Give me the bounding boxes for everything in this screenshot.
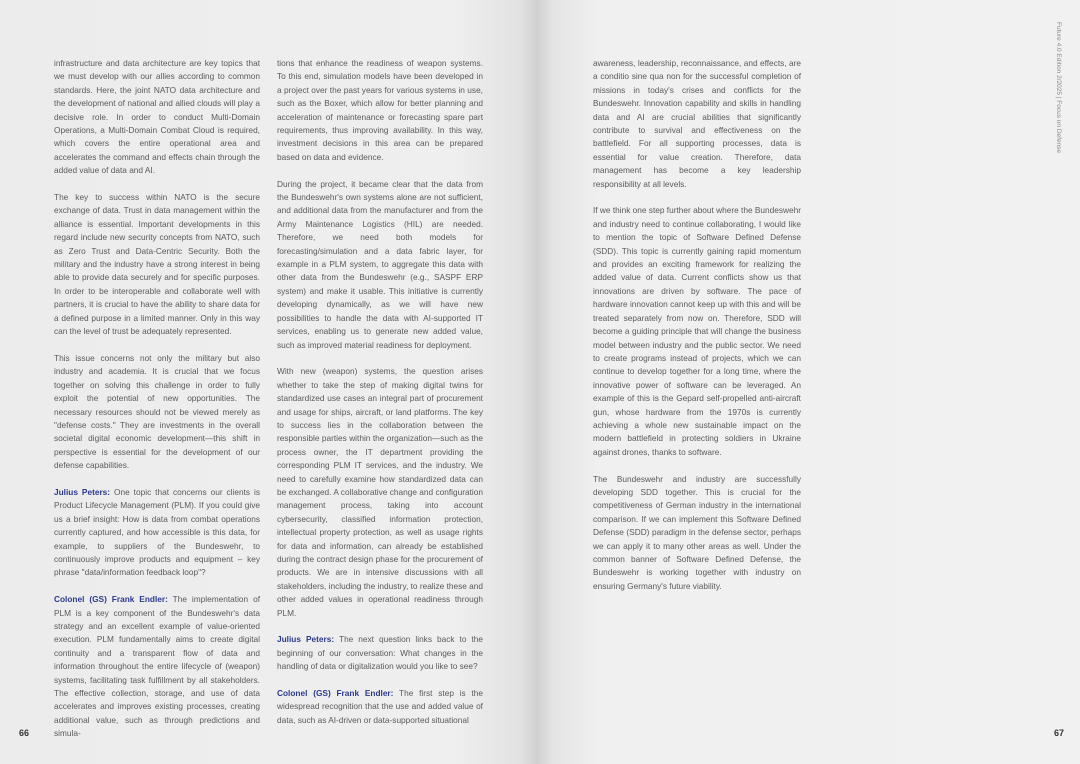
speaker-name: Julius Peters:	[277, 634, 335, 645]
paragraph-text: During the project, it became clear that the data from the Bundeswehr's own systems alone are not sufficient, and additional data from the manufacturer and from the Army Maintenance Logistics (HIL) are needed. Therefore, we need both models for forecasting/simulation and a data fabric layer, for example in a PLM system, to aggregate this data with other data from the Bundeswehr (e.g., SASPF ERP system) and make it usable. This initiative is currently developing dynamically, as we will have new possibilities to handle the data with AI-supported IT services, enabling us to generate new added value, such as improved material readiness for deployment.	[277, 178, 483, 350]
paragraph	[54, 57, 260, 178]
paragraph	[593, 204, 801, 459]
paragraph-text: The Bundeswehr and industry are successfully developing SDD together. This is crucial for the competitiveness of German industry in the international comparison. If we can implement this Software Defined Defense (SDD) paradigm in the defense sector, perhaps we can apply it to many other areas as well. Under the common banner of Software Defined Defense, the Bundeswehr is working together with industry on ensuring Germany's future viability.	[593, 473, 801, 591]
paragraph-text: If we think one step further about where the Bundeswehr and industry need to continue collaborating, I would like to mention the topic of Software Defined Defense (SDD). This topic is currently gaining rapid momentum and provides an exciting framework for realizing the added value of data. Current conflicts show us that innovations are driven by software. The pace of hardware innovation cannot keep up with this and will be treated separately from now on. Therefore, SDD will become a guiding principle that will change the business model between industry and the public sector. We need to create programs instead of projects, which we can continue to develop together for a long time, where the innovative power of software can be leveraged. An example of this is the Gepard self-propelled anti-aircraft gun, whose hardware from the 1970s is currently achieving a whole new sustainable impact on the modern battlefield in protecting soldiers in Ukraine against drones, thanks to software.	[593, 205, 802, 457]
left-page	[0, 0, 536, 764]
paragraph-text: The first step is the widespread recognition that the use and added value of data, such as AI-driven or data-supported situational	[277, 688, 483, 725]
speaker-name: Colonel (GS) Frank Endler:	[54, 594, 168, 605]
paragraph-text: With new (weapon) systems, the question arises whether to take the step of making digital twins for standardized use cases an integral part of procurement and usage for ships, aircraft, or land platforms. The key to success lies in the collaboration between the responsible parties within the organization—such as the process owner, the IT department providing the corresponding PLM IT services, and the industry. We need to carefully examine how standardized data can be exchanged. A collaborative change and configuration management process, taking into account cybersecurity, classified information protection, intellectual property protection, as well as usage rights for data and information, can already be established during the contract design phase for the procurement of products. We are in intensive discussions with all stakeholders, including the industry, to realize these and other added values in operational readiness through PLM.	[277, 366, 484, 618]
paragraph	[277, 178, 483, 352]
left-page-column-2	[277, 57, 483, 741]
paragraph-text: The key to success within NATO is the secure exchange of data. Trust in data management within the alliance is essential. Important developments in this regard include new security concepts from NATO, such as Zero Trust and Data-Centric Security. Both the military and the industry have a strong interest in being able to provide data securely and for specific purposes. In order to be interoperable and collaborate well with partners, it is crucial to have the ability to share data for a defined purpose in a limited manner. Only in this way can the level of trust be adequately represented.	[54, 192, 260, 337]
page-number-left: 66	[19, 728, 30, 738]
paragraph-text: infrastructure and data architecture are key topics that we must develop with our allies according to common standards. Here, the joint NATO data architecture and the development of national and allied clouds will play a decisive role. In order to conduct Multi-Domain Operations, a Multi-Domain Combat Cloud is required, which covers the entire operational area and accelerates the command and effects chain through the added value of data and AI.	[54, 58, 260, 176]
paragraph	[593, 57, 801, 191]
paragraph-text: One topic that concerns our clients is Product Lifecycle Management (PLM). If you could give us a brief insight: How is data from combat operations currently captured, and how accessible is this data, for example, to suppliers of the Bundeswehr, to continuously improve products and equipment – key phrase "data/information feedback loop"?	[54, 486, 261, 578]
speaker-name: Julius Peters:	[54, 486, 111, 497]
paragraph	[277, 365, 483, 620]
paragraph	[277, 687, 483, 727]
paragraph-text: The implementation of PLM is a key component of the Bundeswehr's data strategy and an excellent example of value-oriented execution. PLM fundamentally aims to create digital continuity and a transparent flow of data and information throughout the entire lifecycle of (weapon) systems, facilitating task fulfillment by all stakeholders. The effective collection, storage, and use of data accelerates and improves existing processes, creating additional value, such as through predictions and simula-	[54, 594, 261, 739]
running-head: Future 4.0 Edition 2/2025 | Focus on Defense	[1055, 22, 1062, 154]
paragraph	[54, 352, 260, 473]
page-number-right: 67	[1053, 728, 1064, 738]
paragraph	[277, 633, 483, 673]
paragraph-text: tions that enhance the readiness of weapon systems. To this end, simulation models have been developed in a project over the past years for various systems in use, such as the Boxer, which allow for better planning and acceleration of maintenance or forecasting spare part requirements, thus improving availability. In this way, investment decisions in this area can be prepared based on data and evidence.	[277, 58, 483, 162]
paragraph	[54, 593, 260, 740]
paragraph-text: awareness, leadership, reconnaissance, and effects, are a conditio sine qua non for the successful completion of missions in today's crises and conflicts for the Bundeswehr. Innovation capability and skills in handling data and AI are crucial abilities that significantly contribute to survival and effectiveness on the battlefield. For all supporting processes, data is essential for value creation. Therefore, data management has become a key leadership responsibility at all levels.	[593, 58, 801, 189]
paragraph	[54, 191, 260, 338]
paragraph	[277, 57, 483, 164]
left-page-column-1	[54, 57, 260, 754]
paragraph-text: This issue concerns not only the military but also industry and academia. It is crucial that we focus together on solving this challenge in order to fully exploit the potential of new opportunities. The necessary resources should not be viewed merely as "defense costs." They are investments in the overall societal digital economic development—this shift in perspective is essential for the development of our defense capabilities.	[54, 352, 260, 471]
right-page	[536, 0, 1080, 764]
paragraph	[54, 486, 260, 580]
paragraph-text: The next question links back to the beginning of our conversation: What changes in the handling of data or digitalization would you like to see?	[277, 634, 483, 672]
right-page-column-1	[593, 57, 801, 607]
speaker-name: Colonel (GS) Frank Endler:	[277, 688, 394, 699]
paragraph	[593, 473, 801, 594]
